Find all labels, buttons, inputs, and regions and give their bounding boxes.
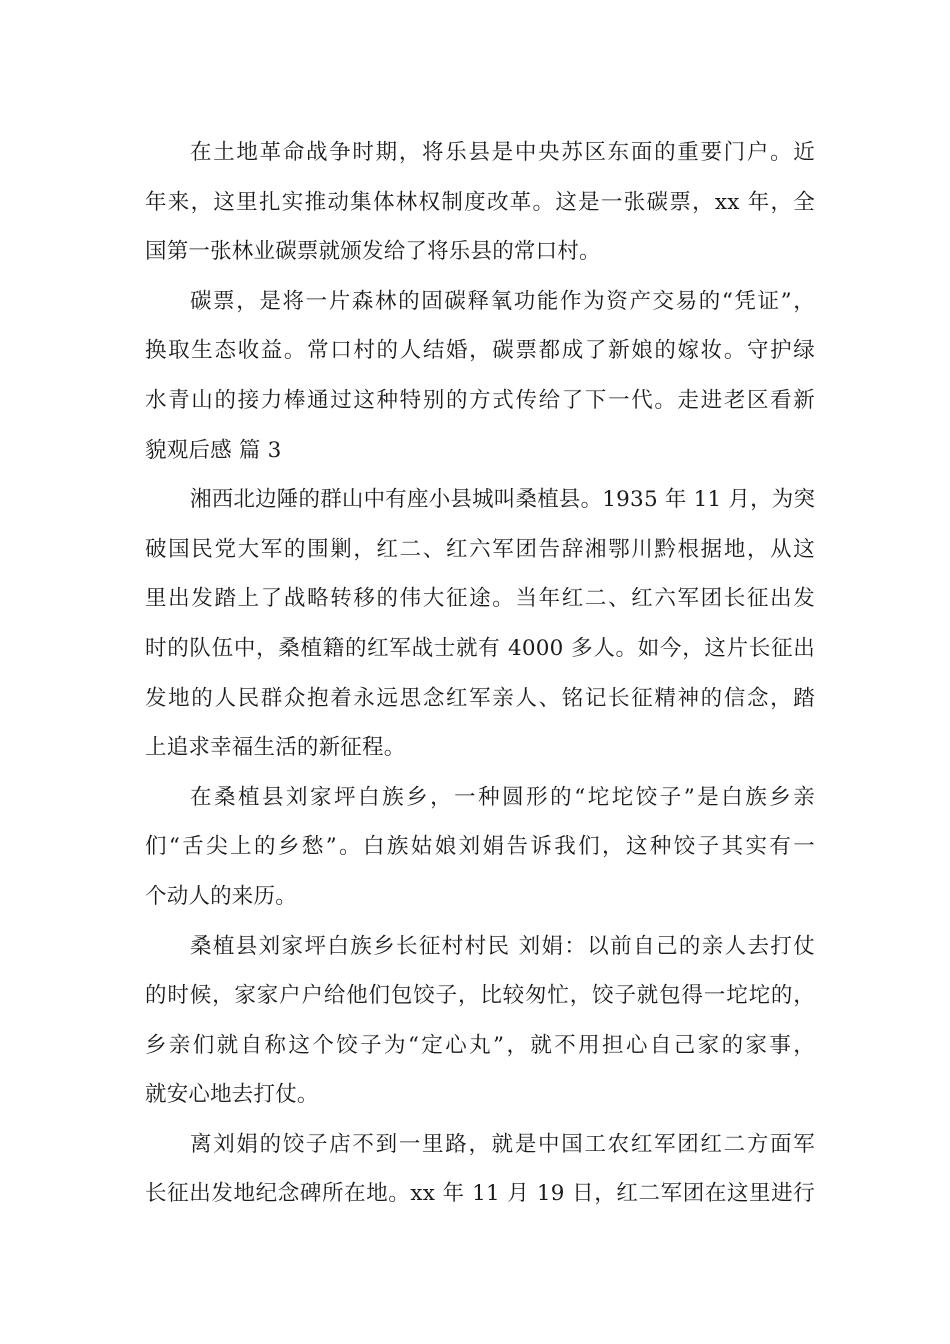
paragraph [145, 922, 815, 1120]
paragraph [145, 773, 815, 922]
text-line: 们“舌尖上的乡愁”。白族姑娘刘娟告诉我们，这种饺子其实有一 [145, 834, 815, 860]
paragraph [145, 277, 815, 475]
text-line: 就安心地去打仗。 [145, 1082, 319, 1108]
text-line: 破国民党大军的围剿，红二、红六军团告辞湘鄂川黔根据地，从这 [145, 536, 815, 562]
text-line: 水青山的接力棒通过这种特别的方式传给了下一代。走进老区看新 [145, 387, 815, 413]
text-line: 离刘娟的饺子店不到一里路，就是中国工农红军团红二方面军 [190, 1131, 815, 1157]
text-line: 的时候，家家户户给他们包饺子，比较匆忙，饺子就包得一坨坨的， [145, 983, 815, 1009]
paragraph [145, 1120, 815, 1219]
text-line: 换取生态收益。常口村的人结婚，碳票都成了新娘的嫁妆。守护绿 [145, 338, 815, 364]
text-line: 国第一张林业碳票就颁发给了将乐县的常口村。 [145, 239, 601, 265]
paragraph [145, 475, 815, 773]
text-line: 貌观后感 篇 3 [145, 437, 282, 463]
text-line: 碳票，是将一片森林的固碳释氧功能作为资产交易的“凭证”， [190, 288, 815, 314]
paragraph [145, 128, 815, 277]
text-line: 里出发踏上了战略转移的伟大征途。当年红二、红六军团长征出发 [145, 586, 815, 612]
text-line: 年来，这里扎实推动集体林权制度改革。这是一张碳票，xx 年，全 [145, 189, 815, 215]
text-line: 在土地革命战争时期，将乐县是中央苏区东面的重要门户。近 [190, 140, 815, 165]
text-line: 乡亲们就自称这个饺子为“定心丸”，就不用担心自己家的家事， [145, 1032, 815, 1058]
text-line: 个动人的来历。 [145, 883, 297, 909]
text-line: 长征出发地纪念碑所在地。xx 年 11 月 19 日，红二军团在这里进行 [145, 1181, 815, 1207]
body-text [145, 128, 815, 1219]
text-line: 湘西北边陲的群山中有座小县城叫桑植县。1935 年 11 月，为突 [190, 487, 816, 513]
text-line: 时的队伍中，桑植籍的红军战士就有 4000 多人。如今，这片长征出 [145, 635, 815, 661]
text-line: 发地的人民群众抱着永远思念红军亲人、铭记长征精神的信念，踏 [145, 685, 815, 711]
text-line: 桑植县刘家坪白族乡长征村村民 刘娟：以前自己的亲人去打仗 [190, 933, 815, 959]
text-line: 上追求幸福生活的新征程。 [145, 735, 406, 761]
text-line: 在桑植县刘家坪白族乡，一种圆形的“坨坨饺子”是白族乡亲 [190, 784, 815, 810]
